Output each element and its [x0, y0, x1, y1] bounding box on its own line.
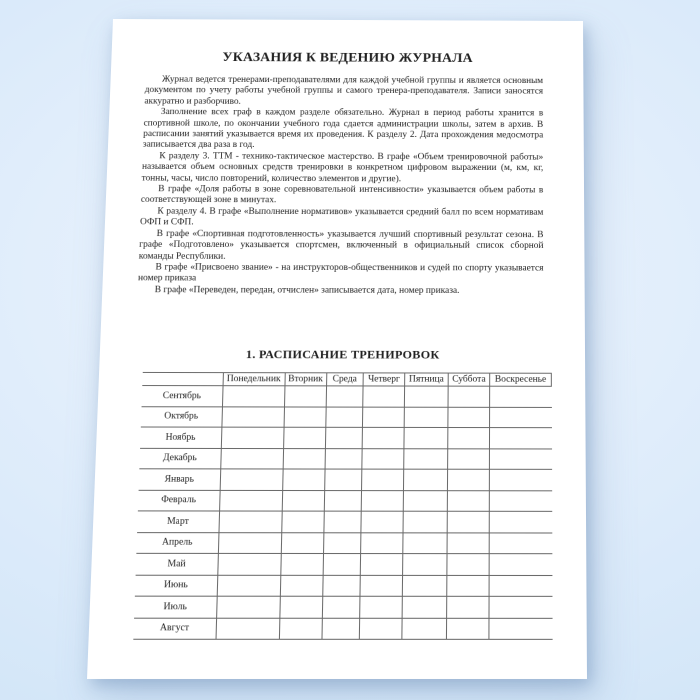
- schedule-cell: [489, 554, 552, 575]
- schedule-cell: [218, 532, 281, 553]
- schedule-cell: [447, 554, 489, 575]
- schedule-cell: [322, 618, 360, 640]
- schedule-cell: [447, 448, 489, 469]
- schedule-cell: [219, 490, 282, 511]
- day-header: Пятница: [405, 373, 448, 386]
- schedule-cell: [402, 575, 446, 596]
- month-label: Декабрь: [139, 448, 221, 469]
- schedule-cell: [489, 618, 552, 640]
- month-label: Август: [133, 618, 216, 640]
- schedule-cell: [404, 407, 448, 428]
- schedule-cell: [281, 532, 324, 553]
- month-label: Апрель: [136, 532, 218, 553]
- table-header-row: [142, 373, 551, 387]
- schedule-cell: [221, 406, 284, 427]
- schedule-cell: [490, 428, 552, 449]
- schedule-cell: [282, 490, 325, 511]
- schedule-cell: [446, 596, 489, 617]
- schedule-cell: [362, 407, 404, 428]
- paragraph: Журнал ведется тренерами-преподавателями для каждой учебной группы и является основным документом по учету работы учебной группы и самого тренера-преподавателя. Записи заносятся аккуратно и разборчиво.: [144, 74, 544, 107]
- day-header: Вторник: [284, 373, 326, 386]
- schedule-cell: [324, 490, 362, 511]
- schedule-table: [133, 372, 552, 640]
- paragraph: Заполнение всех граф в каждом разделе обязательно. Журнал в период работы хранится в спортивной школе, по окончании учебного года сдается администрации школы, затем в архив. В расписании занятий указывается время их проведения. К разделу 2. Дата прохождения медосмотра записывается два раза в год.: [142, 107, 544, 151]
- schedule-cell: [219, 511, 282, 532]
- table-row: [138, 490, 552, 512]
- schedule-cell: [448, 428, 490, 449]
- schedule-cell: [489, 533, 552, 554]
- table-row: [140, 427, 551, 448]
- document-title: УКАЗАНИЯ К ВЕДЕНИЮ ЖУРНАЛА: [222, 50, 473, 66]
- schedule-cell: [405, 386, 449, 407]
- schedule-cell: [323, 554, 361, 575]
- schedule-cell: [489, 490, 551, 511]
- schedule-cell: [282, 469, 325, 490]
- schedule-cell: [284, 386, 326, 407]
- schedule-cell: [402, 618, 446, 640]
- table-row: [141, 406, 552, 427]
- schedule-cell: [361, 532, 404, 553]
- schedule-cell: [362, 448, 404, 469]
- document-page: [87, 19, 587, 679]
- schedule-cell: [489, 596, 552, 617]
- day-header: Понедельник: [223, 373, 285, 386]
- schedule-cell: [360, 575, 403, 596]
- schedule-cell: [283, 448, 325, 469]
- schedule-cell: [447, 511, 489, 532]
- schedule-cell: [359, 618, 402, 640]
- day-header: Суббота: [448, 373, 490, 386]
- day-header: Среда: [326, 373, 363, 386]
- schedule-cell: [324, 469, 361, 490]
- schedule-cell: [489, 449, 551, 470]
- schedule-cell: [447, 575, 490, 596]
- month-label: Январь: [139, 469, 221, 490]
- paragraph: В графе «Доля работы в зоне соревновательной интенсивности» указывается объем работы в соответствующей зоне в минутах.: [140, 184, 544, 206]
- schedule-cell: [280, 575, 323, 596]
- schedule-cell: [446, 618, 489, 640]
- schedule-cell: [217, 575, 281, 596]
- schedule-cell: [216, 596, 280, 618]
- schedule-cell: [361, 511, 404, 532]
- paragraph: В графе «Переведен, передан, отчислен» записывается дата, номер приказа.: [154, 284, 460, 296]
- schedule-cell: [322, 575, 360, 596]
- schedule-cell: [281, 511, 324, 532]
- month-label: Май: [136, 553, 218, 574]
- schedule-cell: [447, 469, 489, 490]
- schedule-cell: [490, 407, 552, 428]
- schedule-cell: [402, 596, 446, 617]
- schedule-cell: [448, 407, 490, 428]
- month-label: Февраль: [138, 490, 220, 511]
- schedule-cell: [323, 532, 361, 553]
- schedule-cell: [447, 533, 489, 554]
- table-row: [136, 532, 551, 554]
- paragraph: К разделу 4. В графе «Выполнение нормативов» указывается средний балл по всем нормативам ОФП и СФП.: [139, 206, 544, 228]
- paragraph: В графе «Спортивная подготовленность» указывается лучший спортивный результат сезона. В графе «Подготовлено» указывается спортсмен, включенный в официальный список сборной команды Республики.: [138, 228, 544, 262]
- day-header: Воскресенье: [490, 373, 552, 386]
- month-label: Июнь: [135, 575, 218, 596]
- schedule-cell: [279, 596, 322, 618]
- schedule-cell: [448, 386, 490, 407]
- section-title: 1. РАСПИСАНИЕ ТРЕНИРОВОК: [245, 347, 440, 362]
- schedule-cell: [489, 511, 551, 532]
- table-corner-cell: [142, 373, 223, 386]
- schedule-cell: [222, 386, 284, 407]
- schedule-cell: [489, 469, 551, 490]
- table-row: [142, 386, 552, 407]
- schedule-cell: [284, 407, 326, 428]
- table-row: [139, 448, 551, 469]
- month-label: Июль: [134, 596, 217, 618]
- schedule-cell: [361, 469, 403, 490]
- month-label: Март: [137, 511, 219, 532]
- schedule-cell: [220, 448, 283, 469]
- schedule-cell: [363, 386, 405, 407]
- schedule-cell: [360, 596, 403, 618]
- month-label: Сентябрь: [142, 386, 223, 407]
- schedule-cell: [404, 448, 448, 469]
- schedule-cell: [325, 427, 362, 448]
- table-row: [135, 575, 552, 597]
- schedule-cell: [361, 490, 403, 511]
- schedule-cell: [404, 428, 448, 449]
- schedule-cell: [325, 407, 362, 428]
- schedule-cell: [217, 554, 280, 575]
- schedule-cell: [221, 427, 284, 448]
- schedule-cell: [325, 448, 362, 469]
- schedule-cell: [283, 427, 325, 448]
- table-row: [137, 511, 552, 533]
- schedule-cell: [362, 427, 404, 448]
- schedule-cell: [360, 554, 403, 575]
- schedule-cell: [403, 490, 447, 511]
- schedule-cell: [447, 490, 489, 511]
- table-row: [134, 596, 552, 618]
- schedule-cell: [322, 596, 360, 618]
- schedule-cell: [489, 575, 552, 596]
- schedule-table-container: [133, 372, 552, 640]
- schedule-cell: [279, 618, 322, 640]
- paragraph: В графе «Присвоено звание» - на инструкторов-общественников и судей по спорту указывается номер приказа: [137, 262, 544, 284]
- month-label: Октябрь: [141, 406, 222, 427]
- schedule-cell: [404, 469, 448, 490]
- table-row: [139, 469, 552, 491]
- schedule-cell: [326, 386, 363, 407]
- day-header: Четверг: [363, 373, 405, 386]
- schedule-cell: [280, 554, 323, 575]
- schedule-cell: [490, 386, 552, 407]
- month-label: Ноябрь: [140, 427, 221, 448]
- schedule-cell: [216, 618, 280, 640]
- schedule-cell: [403, 511, 447, 532]
- schedule-cell: [324, 511, 362, 532]
- instructions-text-block: [137, 75, 543, 297]
- schedule-cell: [220, 469, 283, 490]
- table-row: [136, 553, 552, 575]
- paragraph: К разделу 3. ТТМ - технико-тактическое мастерство. В графе «Объем тренировочной работы» называется объем основных средств тренировки в конкретном цифровом выражении (м, км, кг, тонны, часы, число повторений, количество элементов и другие).: [141, 151, 544, 184]
- schedule-cell: [403, 554, 447, 575]
- table-row: [133, 618, 552, 640]
- schedule-cell: [403, 532, 447, 553]
